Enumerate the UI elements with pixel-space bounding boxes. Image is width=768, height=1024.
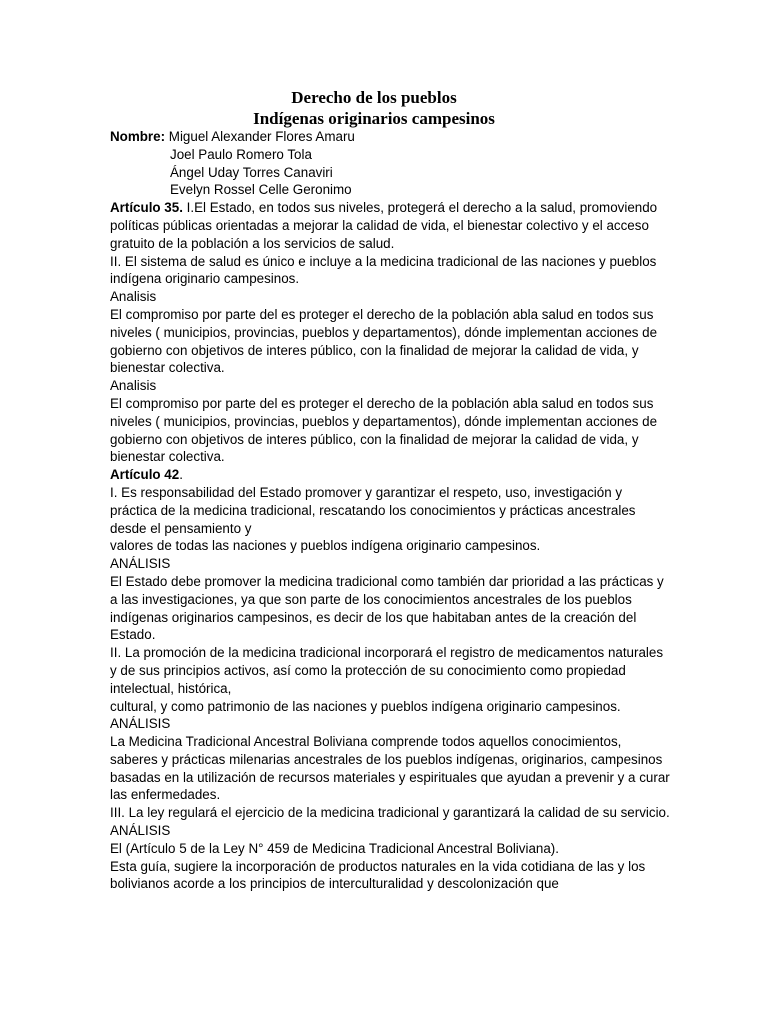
author-name: Evelyn Rossel Celle Geronimo xyxy=(170,182,352,198)
analisis-heading: Analisis xyxy=(110,378,157,394)
article-42-heading xyxy=(110,466,670,484)
analisis-upper-heading: ANÁLISIS xyxy=(110,556,171,572)
article-35-paragraph-2: II. El sistema de salud es único e incluye a la medicina tradicional de las naciones y pueblos indígena originario campesinos. xyxy=(110,253,657,287)
analisis-upper-heading: ANÁLISIS xyxy=(110,716,171,732)
document-title-line1: Derecho de los pueblos xyxy=(291,88,457,107)
analisis-paragraph: El compromiso por parte del es proteger el derecho de la población abla salud en todos sus niveles ( municipios, provincias, pueblos y departamentos), dónde implementan acciones de gobierno con objetivos de interes público, con la finalidad de mejorar la calidad de vida, y bienestar colectiva. xyxy=(110,395,658,465)
document-title-line2: Indígenas originarios campesinos xyxy=(253,109,495,128)
analisis-paragraph-1: El Estado debe promover la medicina tradicional como también dar prioridad a las prácticas y a las investigaciones, ya que son parte de los conocimientos ancestrales de los pueblos indígenas originarios campesinos, es decir de los que habitaban antes de la creación del Estado. xyxy=(110,573,664,643)
author-name: Miguel Alexander Flores Amaru xyxy=(168,129,355,144)
article-42-paragraph-2b: cultural, y como patrimonio de las naciones y pueblos indígena originario campesinos. xyxy=(110,698,621,714)
analisis-upper-heading: ANÁLISIS xyxy=(110,823,171,839)
article-42-paragraph-2a: II. La promoción de la medicina tradicional incorporará el registro de medicamentos naturales y de sus principios activos, así como la protección de su conocimiento como propiedad intelectual, histórica, xyxy=(110,645,664,696)
analisis-heading: Analisis xyxy=(110,289,157,305)
document-body xyxy=(110,128,670,893)
article-35-label: Artículo 35. xyxy=(110,200,183,216)
author-name: Ángel Uday Torres Canaviri xyxy=(170,164,333,180)
analisis-paragraph-3b: Esta guía, sugiere la incorporación de productos naturales en la vida cotidiana de las y los bolivianos acorde a los principios de interculturalidad y descolonización que xyxy=(110,858,646,892)
article-42-label: Artículo 42 xyxy=(110,467,180,483)
analisis-paragraph: El compromiso por parte del es proteger el derecho de la población abla salud en todos sus niveles ( municipios, provincias, pueblos y departamentos), dónde implementan acciones de gobierno con objetivos de interes público, con la finalidad de mejorar la calidad de vida, y bienestar colectiva. xyxy=(110,306,658,376)
nombre-label: Nombre: xyxy=(110,129,166,144)
article-35-paragraph-1 xyxy=(110,199,670,252)
article-42-paragraph-1b: valores de todas las naciones y pueblos indígena originario campesinos. xyxy=(110,538,541,554)
article-42-paragraph-1a: I. Es responsabilidad del Estado promover y garantizar el respeto, uso, investigación y práctica de la medicina tradicional, rescatando los conocimientos y prácticas ancestrales desde el pensamiento y xyxy=(110,484,636,536)
article-35-text: I.El Estado, en todos sus niveles, protegerá el derecho a la salud, promoviendo políticas públicas orientadas a mejorar la calidad de vida, el bienestar colectivo y el acceso gratuito de la población a los servicios de salud. xyxy=(110,200,658,251)
author-name: Joel Paulo Romero Tola xyxy=(170,146,312,162)
analisis-paragraph-2: La Medicina Tradicional Ancestral Boliviana comprende todos aquellos conocimientos, saberes y prácticas milenarias ancestrales de los pueblos indígenas, originarios, campesinos basadas en la utilización de recursos materiales y espirituales que ayudan a prevenir y a curar las enfermedades. xyxy=(110,734,670,803)
article-42-paragraph-3: III. La ley regulará el ejercicio de la medicina tradicional y garantizará la calidad de su servicio. xyxy=(110,805,670,821)
article-42-period: . xyxy=(179,467,183,483)
analisis-paragraph-3a: El (Artículo 5 de la Ley N° 459 de Medicina Tradicional Ancestral Boliviana). xyxy=(110,840,559,856)
authors-first-line xyxy=(110,128,670,146)
